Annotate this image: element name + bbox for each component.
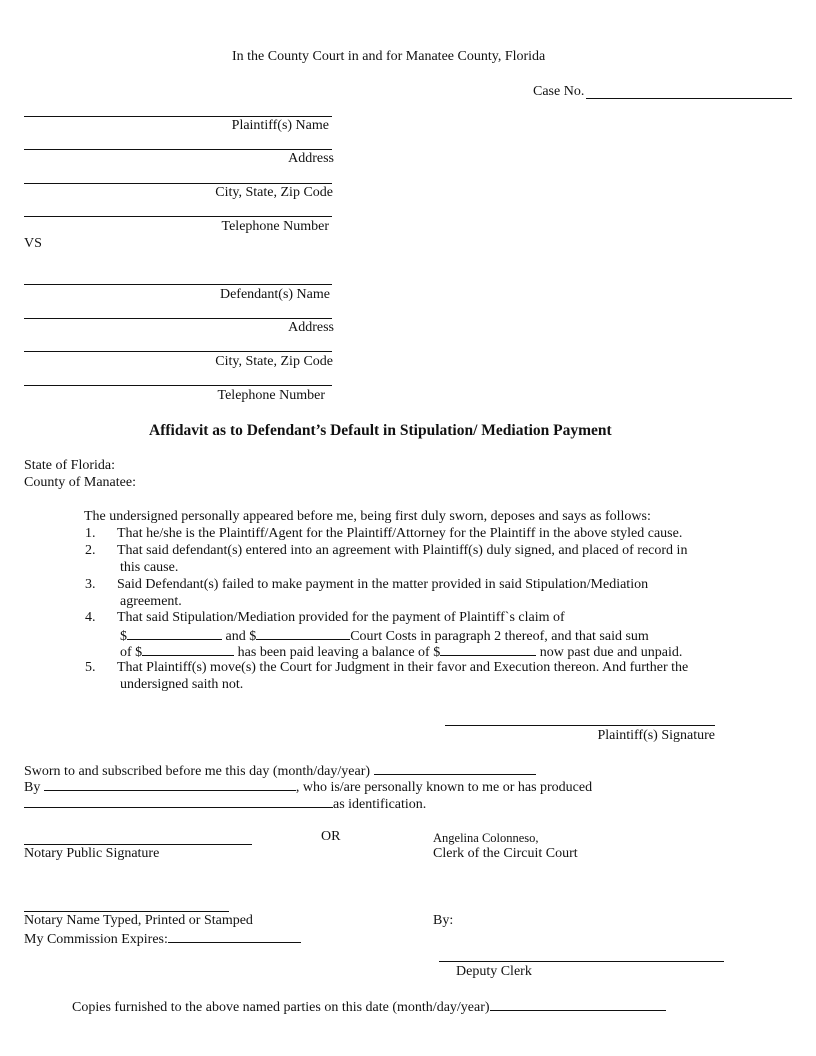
deputy-clerk-label: Deputy Clerk bbox=[456, 964, 532, 979]
by-line bbox=[24, 778, 592, 796]
item-1-text: That he/she is the Plaintiff/Agent for the Plaintiff/Attorney for the Plaintiff in the above styled cause. bbox=[117, 526, 683, 541]
plaintiff-signature-label: Plaintiff(s) Signature bbox=[597, 728, 715, 743]
clerk-name: Angelina Colonneso, bbox=[433, 831, 539, 845]
copies-text: Copies furnished to the above named parties on this date (month/day/year) bbox=[72, 1000, 490, 1015]
item-5-text-cont: undersigned saith not. bbox=[120, 677, 244, 692]
defendant-address-label: Address bbox=[288, 320, 334, 335]
paid-text: has been paid leaving a balance of $ bbox=[237, 645, 441, 660]
deputy-clerk-signature-field[interactable] bbox=[439, 961, 724, 962]
sworn-text: Sworn to and subscribed before me this day (month/day/year) bbox=[24, 764, 371, 779]
plaintiff-address-field[interactable] bbox=[24, 149, 332, 150]
defendant-city-field[interactable] bbox=[24, 351, 332, 352]
or-label: OR bbox=[321, 829, 341, 844]
plaintiff-city-label: City, State, Zip Code bbox=[215, 185, 333, 200]
of-dollar-label: of $ bbox=[120, 645, 143, 660]
notary-name-field[interactable] bbox=[24, 911, 229, 912]
identification-field[interactable] bbox=[24, 795, 333, 808]
commission-line bbox=[24, 930, 301, 948]
affidavit-title: Affidavit as to Defendant’s Default in Stipulation/ Mediation Payment bbox=[149, 422, 612, 439]
item-2-text: That said defendant(s) entered into an agreement with Plaintiff(s) duly signed, and placed of record in bbox=[117, 543, 688, 558]
plaintiff-name-label: Plaintiff(s) Name bbox=[231, 118, 329, 133]
amount-paid-field[interactable] bbox=[142, 643, 234, 656]
case-number-field[interactable] bbox=[586, 98, 792, 99]
plaintiff-city-field[interactable] bbox=[24, 183, 332, 184]
plaintiff-signature-field[interactable] bbox=[445, 725, 715, 726]
defendant-name-field[interactable] bbox=[24, 284, 332, 285]
court-heading: In the County Court in and for Manatee County, Florida bbox=[232, 49, 546, 64]
item-3-text-cont: agreement. bbox=[120, 594, 182, 609]
identification-text: as identification. bbox=[333, 797, 427, 812]
state-label: State of Florida: bbox=[24, 458, 115, 473]
identification-line bbox=[24, 795, 426, 813]
plaintiff-phone-field[interactable] bbox=[24, 216, 332, 217]
item-3-text: Said Defendant(s) failed to make payment in the matter provided in said Stipulation/Mediation bbox=[117, 577, 649, 592]
item-number: 4. bbox=[85, 610, 96, 625]
dollar-sign: $ bbox=[120, 629, 127, 644]
item-number: 2. bbox=[85, 543, 96, 558]
item-number: 1. bbox=[85, 526, 96, 541]
defendant-address-field[interactable] bbox=[24, 318, 332, 319]
notary-name-label: Notary Name Typed, Printed or Stamped bbox=[24, 913, 253, 928]
commission-expiry-field[interactable] bbox=[168, 930, 301, 943]
copies-line bbox=[72, 998, 666, 1016]
by-clerk-label: By: bbox=[433, 913, 454, 928]
past-due-text: now past due and unpaid. bbox=[539, 645, 683, 660]
balance-field[interactable] bbox=[440, 643, 536, 656]
case-number-label: Case No. bbox=[533, 84, 585, 99]
versus-label: VS bbox=[24, 236, 42, 251]
item-number: 5. bbox=[85, 660, 96, 675]
plaintiff-address-label: Address bbox=[288, 151, 334, 166]
defendant-phone-field[interactable] bbox=[24, 385, 332, 386]
item-4-text: That said Stipulation/Mediation provided for the payment of Plaintiff`s claim of bbox=[117, 610, 565, 625]
county-label: County of Manatee: bbox=[24, 475, 136, 490]
defendant-name-label: Defendant(s) Name bbox=[219, 287, 330, 302]
court-costs-field[interactable] bbox=[256, 627, 350, 640]
sworn-date-field[interactable] bbox=[374, 762, 536, 775]
item-2-text-cont: this cause. bbox=[120, 560, 179, 575]
copies-date-field[interactable] bbox=[490, 998, 666, 1011]
defendant-phone-label: Telephone Number bbox=[217, 388, 325, 403]
intro-text: The undersigned personally appeared before me, being first duly sworn, deposes and says as follows: bbox=[84, 509, 651, 524]
notary-signature-field[interactable] bbox=[24, 844, 252, 845]
plaintiff-phone-label: Telephone Number bbox=[221, 219, 329, 234]
commission-label: My Commission Expires: bbox=[24, 932, 168, 947]
defendant-city-label: City, State, Zip Code bbox=[215, 354, 333, 369]
known-text: , who is/are personally known to me or has produced bbox=[295, 780, 593, 795]
notary-signature-label: Notary Public Signature bbox=[24, 846, 160, 861]
item-number: 3. bbox=[85, 577, 96, 592]
item-4-balance-line bbox=[120, 643, 682, 661]
plaintiff-name-field[interactable] bbox=[24, 116, 332, 117]
clerk-title: Clerk of the Circuit Court bbox=[433, 846, 578, 861]
claim-amount-field[interactable] bbox=[127, 627, 222, 640]
affiant-name-field[interactable] bbox=[44, 778, 296, 791]
court-costs-text: Court Costs in paragraph 2 thereof, and that said sum bbox=[350, 629, 649, 644]
item-5-text: That Plaintiff(s) move(s) the Court for Judgment in their favor and Execution thereon. And further the bbox=[117, 660, 689, 675]
and-dollar-label: and $ bbox=[225, 629, 257, 644]
by-text: By bbox=[24, 780, 41, 795]
